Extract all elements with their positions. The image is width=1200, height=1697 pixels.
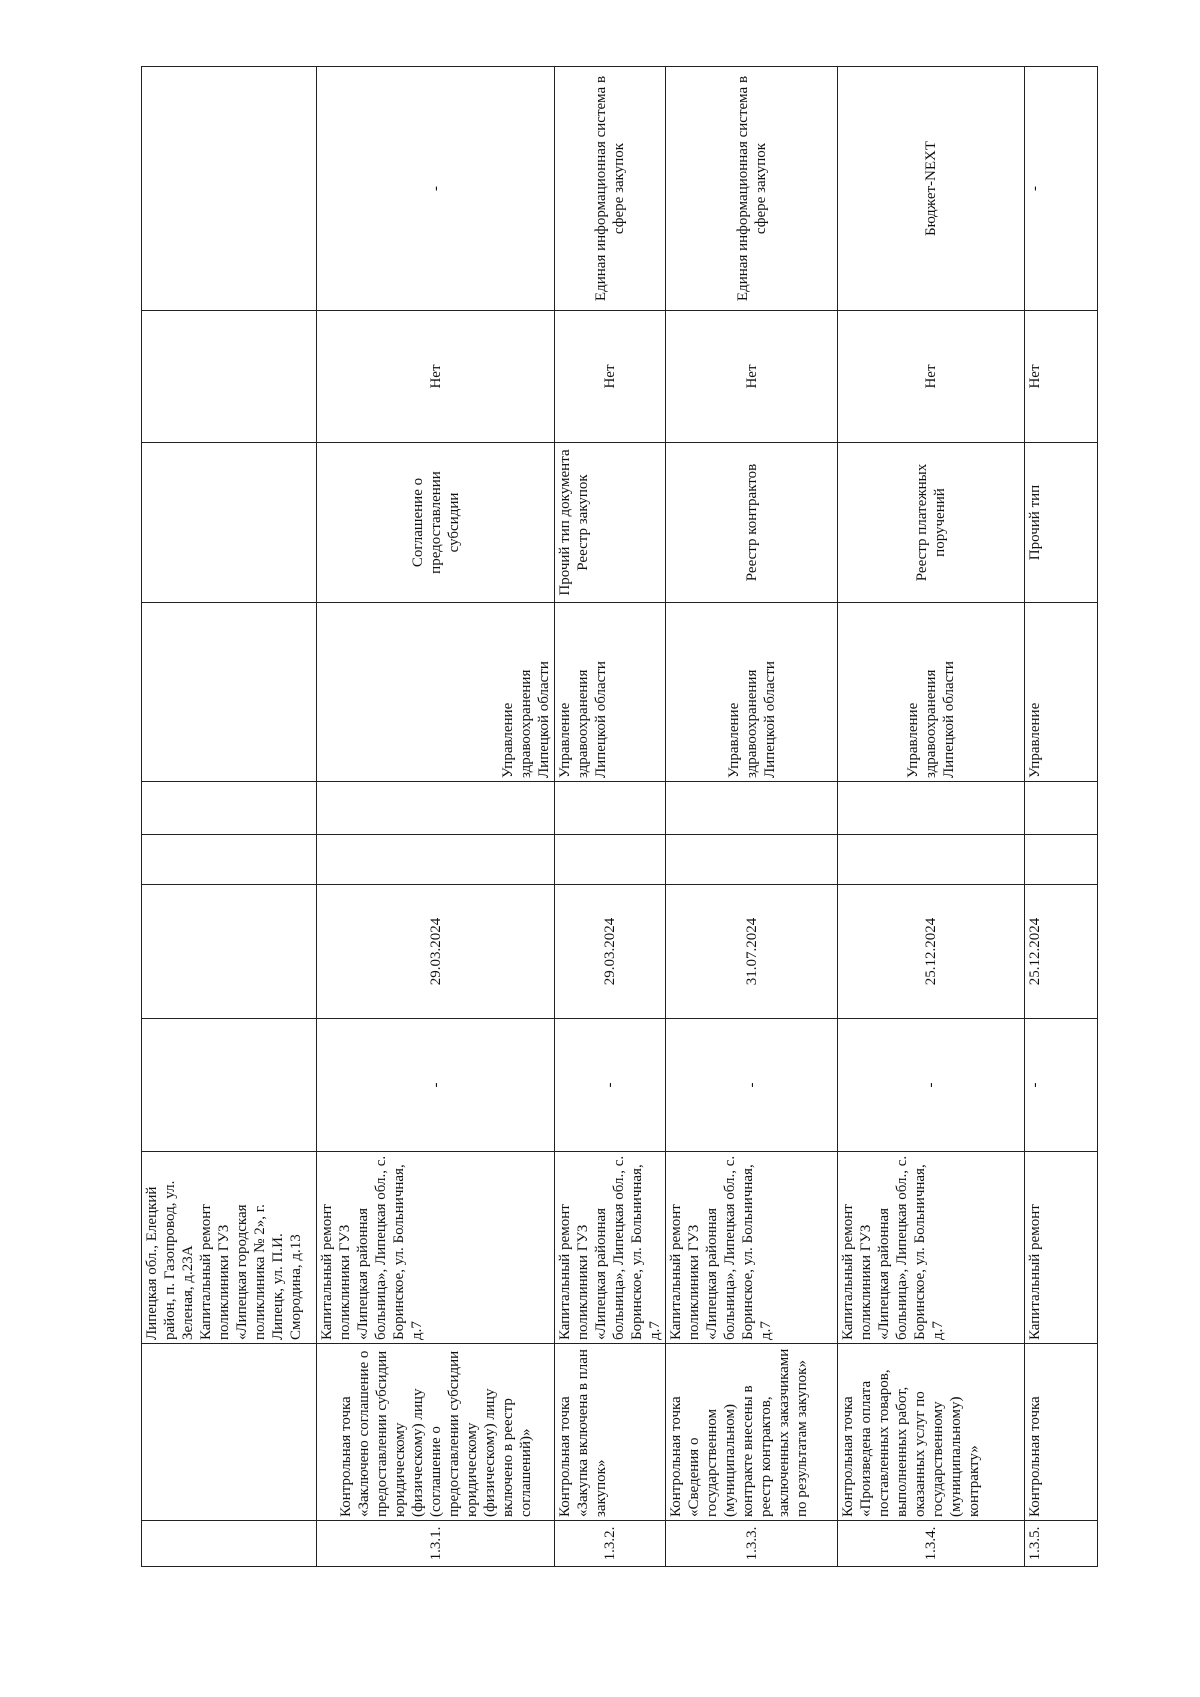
end-date [142, 885, 317, 1019]
row-number: 1.3.5. [1025, 1521, 1098, 1567]
control-point-name: Контрольная точка «Сведения о государственном (муниципальном) контракте внесены в реестр контрактов, заключенных заказчиками по результатам закупок» [666, 1344, 838, 1521]
row-number: 1.3.1. [317, 1521, 555, 1567]
empty-cell [1025, 782, 1098, 835]
start-date: - [555, 1019, 666, 1152]
flag-value: Нет [555, 311, 666, 443]
responsible-executor: Управление здравоохранения Липецкой области [838, 603, 1025, 782]
row-number: 1.3.3. [666, 1521, 838, 1567]
control-point-name: Контрольная точка «Произведена оплата поставленных товаров, выполненных работ, оказанных услуг по государственному (муниципальному) контракту» [838, 1344, 1025, 1521]
flag-value [142, 311, 317, 443]
information-system: Единая информационная система в сфере закупок [555, 67, 666, 311]
empty-cell [1025, 835, 1098, 885]
object-description: Липецкая обл., Елецкий район, п. Газопровод, ул. Зеленая, д.23А Капитальный ремонт поликлиники ГУЗ «Липецкая городская поликлиника № 2», г. Липецк, ул. П.И. Смородина, д.13 [142, 1152, 317, 1344]
empty-cell [666, 835, 838, 885]
table-row [838, 67, 1025, 1567]
empty-cell [555, 782, 666, 835]
information-system: Бюджет-NEXT [838, 67, 1025, 311]
control-point-name: Контрольная точка «Заключено соглашение о предоставлении субсидии юридическому (физическому) лицу (соглашение о предоставлении субсидии юридическому (физическому) лицу включено в реестр соглашений)» [317, 1344, 555, 1521]
object-description: Капитальный ремонт [1025, 1152, 1098, 1344]
information-system [142, 67, 317, 311]
flag-value: Нет [1025, 311, 1098, 443]
document-type: Прочий тип [1025, 443, 1098, 603]
object-description: Капитальный ремонт поликлиники ГУЗ «Липецкая районная больница», Липецкая обл., с. Боринское, ул. Больничная, д.7 [317, 1152, 555, 1344]
table-row [1025, 67, 1098, 1567]
flag-value: Нет [838, 311, 1025, 443]
table-row [555, 67, 666, 1567]
empty-cell [555, 835, 666, 885]
empty-cell [142, 835, 317, 885]
empty-cell [317, 782, 555, 835]
responsible-executor: Управление здравоохранения Липецкой области [317, 603, 555, 782]
end-date: 29.03.2024 [317, 885, 555, 1019]
start-date: - [666, 1019, 838, 1152]
flag-value: Нет [317, 311, 555, 443]
information-system: - [317, 67, 555, 311]
end-date: 31.07.2024 [666, 885, 838, 1019]
responsible-executor: Управление здравоохранения Липецкой области [666, 603, 838, 782]
object-description: Капитальный ремонт поликлиники ГУЗ «Липецкая районная больница», Липецкая обл., с. Боринское, ул. Больничная, д.7 [555, 1152, 666, 1344]
control-points-table [141, 66, 1098, 1567]
flag-value: Нет [666, 311, 838, 443]
row-number: 1.3.4. [838, 1521, 1025, 1567]
start-date [142, 1019, 317, 1152]
end-date: 29.03.2024 [555, 885, 666, 1019]
empty-cell [142, 782, 317, 835]
object-description: Капитальный ремонт поликлиники ГУЗ «Липецкая районная больница», Липецкая обл., с. Боринское, ул. Больничная, д.7 [666, 1152, 838, 1344]
row-number [142, 1521, 317, 1567]
control-point-name [142, 1344, 317, 1521]
document-type: Прочий тип документа Реестр закупок [555, 443, 666, 603]
responsible-executor [142, 603, 317, 782]
responsible-executor: Управление [1025, 603, 1098, 782]
object-description: Капитальный ремонт поликлиники ГУЗ «Липецкая районная больница», Липецкая обл., с. Боринское, ул. Больничная, д.7 [838, 1152, 1025, 1344]
control-point-name: Контрольная точка [1025, 1344, 1098, 1521]
responsible-executor: Управление здравоохранения Липецкой области [555, 603, 666, 782]
information-system: - [1025, 67, 1098, 311]
table-row [142, 67, 317, 1567]
start-date: - [317, 1019, 555, 1152]
empty-cell [317, 835, 555, 885]
start-date: - [838, 1019, 1025, 1152]
end-date: 25.12.2024 [838, 885, 1025, 1019]
control-point-name: Контрольная точка «Закупка включена в план закупок» [555, 1344, 666, 1521]
document-type [142, 443, 317, 603]
empty-cell [838, 835, 1025, 885]
empty-cell [666, 782, 838, 835]
document-type: Соглашение о предоставлении субсидии [317, 443, 555, 603]
document-page [141, 67, 1094, 1567]
empty-cell [838, 782, 1025, 835]
start-date: - [1025, 1019, 1098, 1152]
information-system: Единая информационная система в сфере закупок [666, 67, 838, 311]
row-number: 1.3.2. [555, 1521, 666, 1567]
table-row [317, 67, 555, 1567]
document-type: Реестр платежных поручений [838, 443, 1025, 603]
table-row [666, 67, 838, 1567]
end-date: 25.12.2024 [1025, 885, 1098, 1019]
document-type: Реестр контрактов [666, 443, 838, 603]
